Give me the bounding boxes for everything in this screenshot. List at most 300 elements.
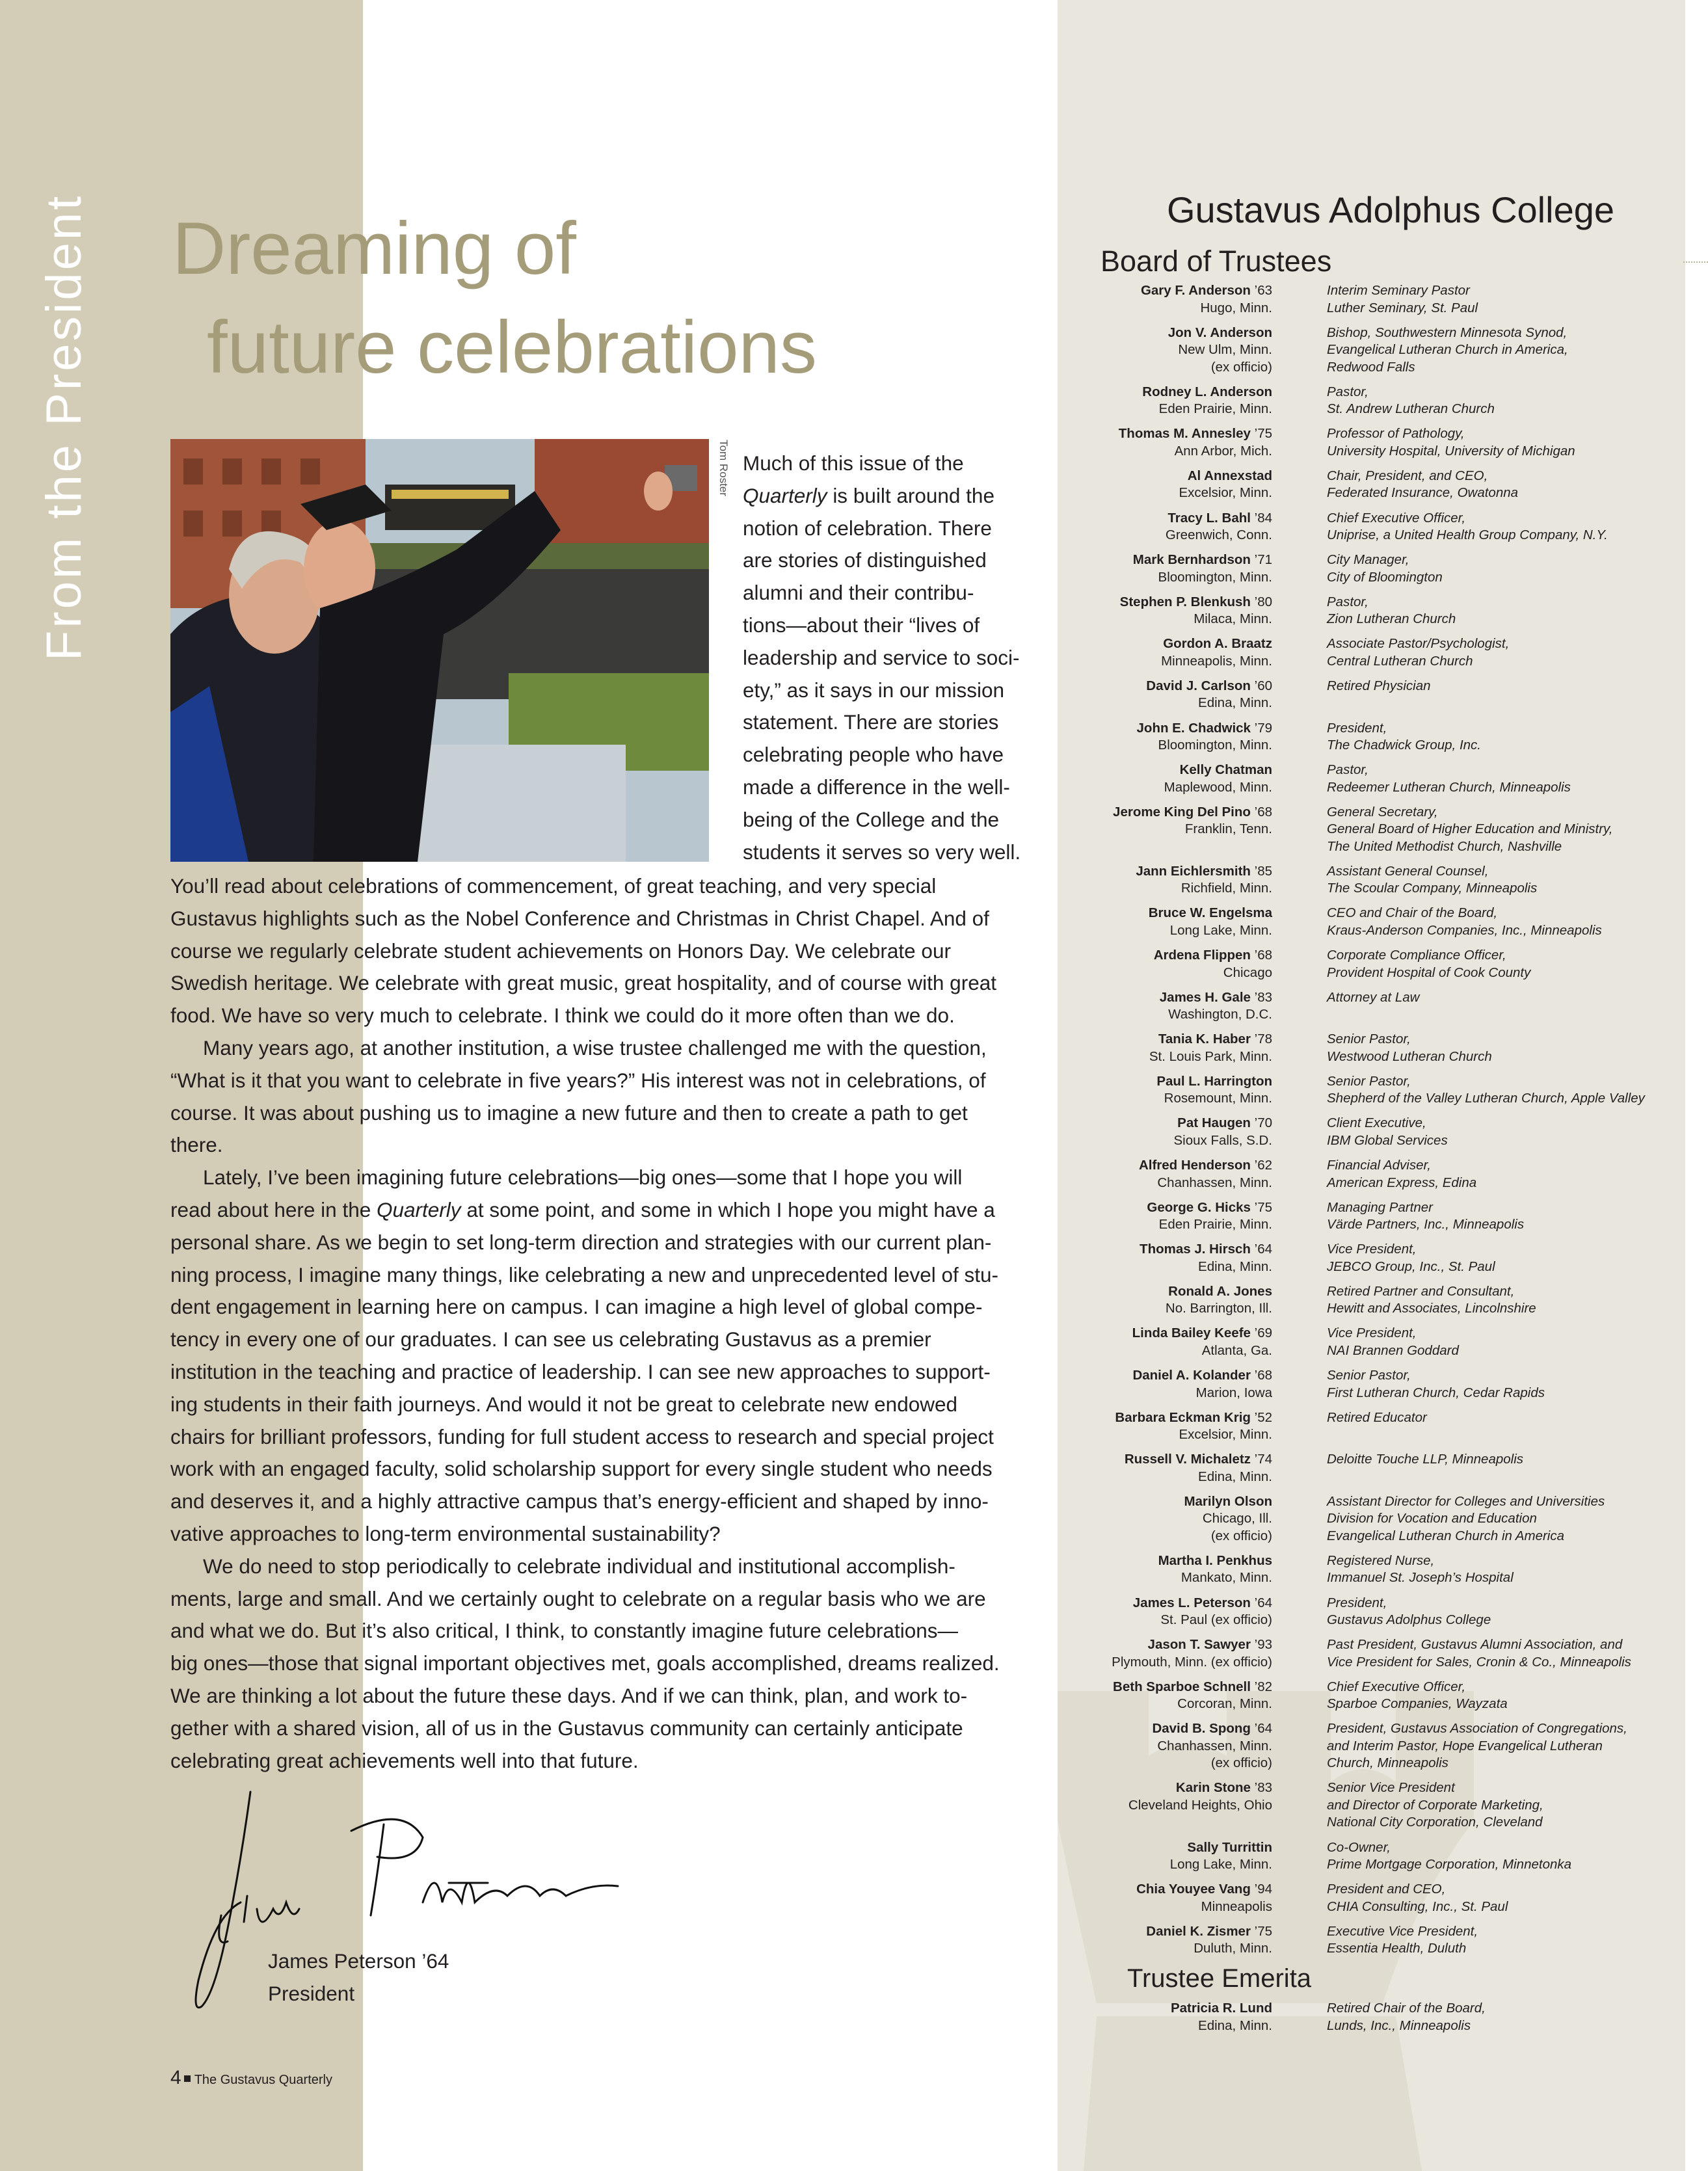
trustee-name-location [1139, 1157, 1272, 1192]
trustee-description-line: Chief Executive Officer, [1327, 1679, 1466, 1694]
trustee-description [1327, 1073, 1645, 1108]
intro-line: notion of celebration. There [743, 516, 992, 540]
intro-line: tions—about their “lives of [743, 613, 980, 637]
letter-body [170, 870, 1029, 1777]
trustee-name: Sally Turrittin [1187, 1839, 1272, 1855]
body-line: and deserves it, and a highly attractive campus that’s energy-efficient and shaped by inno- [170, 1489, 989, 1513]
class-year: ’93 [1250, 1637, 1272, 1653]
class-year: ’79 [1250, 720, 1272, 736]
trustee-name: James L. Peterson ’64 [1132, 1595, 1272, 1610]
intro-line: being of the College and the [743, 807, 1000, 831]
trustee-description [1327, 1493, 1605, 1545]
trustee-location: New Ulm, Minn. [1178, 342, 1272, 358]
body-line: ing students in their faith journeys. And would it not be great to celebrate new endowed [170, 1392, 958, 1416]
trustee-name-location [1166, 510, 1272, 544]
trustee-description [1327, 1923, 1478, 1958]
trustee-description [1327, 510, 1608, 544]
trustee-description-line: Corporate Compliance Officer, [1327, 948, 1506, 963]
trustee-description-line: Senior Vice President [1327, 1780, 1455, 1796]
trustee-description [1327, 1031, 1492, 1065]
trustee-description [1327, 1283, 1536, 1318]
trustee-description-line: Professor of Pathology, [1327, 426, 1465, 442]
trustee-location: Ann Arbor, Mich. [1174, 443, 1272, 459]
body-line: gether with a shared vision, all of us in the Gustavus community can certainly anticipate [170, 1716, 963, 1740]
trustee-location: (ex officio) [1210, 1528, 1272, 1543]
trustee-description [1327, 325, 1568, 377]
trustee-description-line: Client Executive, [1327, 1115, 1426, 1131]
intro-line: Much of this issue of the [743, 451, 964, 475]
trustee-description-line: Evangelical Lutheran Church in America [1327, 1528, 1565, 1543]
trustee-name-location [1146, 678, 1272, 712]
trustee-description-line: Executive Vice President, [1327, 1923, 1478, 1939]
bullet-square-icon [184, 2075, 191, 2082]
trustee-name-location [1113, 1679, 1272, 1713]
trustee-name: Thomas J. Hirsch ’64 [1140, 1242, 1272, 1257]
trustee-description-line: Immanuel St. Joseph’s Hospital [1327, 1570, 1514, 1586]
body-line: course we regularly celebrate student achievements on Honors Day. We celebrate our [170, 939, 951, 963]
trustee-name: Gordon A. Braatz [1163, 636, 1272, 652]
trustee-description-line: Redeemer Lutheran Church, Minneapolis [1327, 779, 1571, 795]
trustee-name: Stephen P. Blenkush ’80 [1119, 594, 1272, 609]
trustee-name-location [1142, 384, 1272, 418]
class-year: ’68 [1250, 948, 1272, 963]
class-year: ’94 [1250, 1882, 1272, 1897]
trustee-name-location [1184, 1493, 1272, 1545]
trustee-location: St. Paul (ex officio) [1160, 1612, 1272, 1627]
trustee-location: Bloomington, Minn. [1158, 738, 1272, 753]
trustee-name-location [1146, 1923, 1272, 1958]
trustee-description-line: Vice President for Sales, Cronin & Co., Minneapolis [1327, 1654, 1631, 1670]
trustee-description [1327, 1881, 1508, 1915]
trustee-description [1327, 1241, 1495, 1275]
trustee-name-location [1166, 1283, 1272, 1318]
trustee-description [1327, 1367, 1545, 1402]
trustee-description [1327, 468, 1518, 502]
trustee-description-line: Chair, President, and CEO, [1327, 468, 1488, 483]
class-year: ’75 [1250, 1923, 1272, 1939]
trustee-location: Mankato, Minn. [1181, 1570, 1272, 1586]
trustee-location: Minneapolis [1201, 1898, 1272, 1914]
class-year: ’85 [1250, 863, 1272, 879]
trustee-name: Marilyn Olson [1184, 1493, 1272, 1509]
trustee-location: Greenwich, Conn. [1165, 527, 1272, 542]
trustee-name: Daniel K. Zismer ’75 [1146, 1923, 1272, 1939]
trustee-location: Franklin, Tenn. [1184, 821, 1272, 837]
trustee-description [1327, 1115, 1448, 1149]
quarterly-title: Quarterly [743, 483, 827, 507]
trustee-description-line: Uniprise, a United Health Group Company, N.Y. [1327, 527, 1608, 542]
body-line: Gustavus highlights such as the Nobel Conference and Christmas in Christ Chapel. And of [170, 906, 989, 930]
trustee-name-location [1158, 1552, 1272, 1587]
trustee-name-location [1171, 2000, 1272, 2034]
trustee-description-line: Church, Minneapolis [1327, 1755, 1448, 1771]
trustee-name-location [1133, 552, 1272, 586]
trustee-location: Rosemount, Minn. [1164, 1091, 1272, 1106]
intro-line: statement. There are stories [743, 710, 999, 734]
trustee-description [1327, 1552, 1514, 1587]
trustee-name-location [1147, 1199, 1272, 1234]
body-line: Many years ago, at another institution, a wise trustee challenged me with the question, [203, 1035, 987, 1059]
trustee-description [1327, 1679, 1508, 1713]
trustee-description-line: University Hospital, University of Michigan [1327, 443, 1575, 459]
signature-block [268, 1945, 449, 2010]
trustee-name: James H. Gale ’83 [1159, 989, 1272, 1005]
trustee-location: Cleveland Heights, Ohio [1128, 1797, 1272, 1813]
trustee-name: Paul L. Harrington [1156, 1073, 1272, 1089]
trustee-name: Pat Haugen ’70 [1177, 1115, 1272, 1131]
trustee-description-line: Zion Lutheran Church [1327, 611, 1456, 627]
publication-name: The Gustavus Quarterly [194, 2073, 332, 2087]
trustee-name-location [1149, 905, 1272, 939]
trustee-description [1327, 720, 1481, 754]
trustee-name: Patricia R. Lund [1170, 2001, 1272, 2016]
trustee-description-line: Essentia Health, Duluth [1327, 1941, 1467, 1956]
trustee-location: Washington, D.C. [1168, 1007, 1272, 1022]
trustee-name: Beth Sparboe Schnell ’82 [1113, 1679, 1272, 1694]
trustee-description-line: Redwood Falls [1327, 359, 1415, 375]
trustee-description-line: President and CEO, [1327, 1882, 1446, 1897]
trustee-name: George G. Hicks ’75 [1147, 1199, 1272, 1215]
trustee-name-location [1173, 1115, 1272, 1149]
trustee-name-location [1113, 804, 1272, 838]
class-year: ’68 [1250, 1368, 1272, 1383]
trustee-name: Alfred Henderson ’62 [1138, 1158, 1272, 1173]
trustee-location: (ex officio) [1210, 1755, 1272, 1771]
class-year: ’71 [1250, 552, 1272, 568]
trustee-name: Daniel A. Kolander ’68 [1132, 1368, 1272, 1383]
trustee-location: Edina, Minn. [1198, 1469, 1272, 1484]
class-year: ’60 [1250, 678, 1272, 693]
class-year: ’83 [1250, 1780, 1272, 1796]
headline-line-1: Dreaming of [172, 207, 576, 290]
body-line: We are thinking a lot about the future these days. And if we can think, plan, and work to- [170, 1683, 968, 1707]
trustee-name: Linda Bailey Keefe ’69 [1132, 1325, 1272, 1341]
trustee-description-line: JEBCO Group, Inc., St. Paul [1327, 1259, 1495, 1274]
trustee-description [1327, 282, 1478, 317]
trustee-name-location [1156, 1073, 1272, 1108]
class-year: ’68 [1250, 804, 1272, 819]
trustee-name: Russell V. Michaletz ’74 [1124, 1452, 1272, 1467]
trustee-description-line: Westwood Lutheran Church [1327, 1048, 1492, 1064]
trustee-description-line: President, [1327, 720, 1387, 736]
trustee-name: Jann Eichlersmith ’85 [1136, 863, 1272, 879]
trustee-name-location [1140, 1241, 1272, 1275]
intro-line: alumni and their contribu- [743, 581, 974, 605]
class-year: ’64 [1250, 1721, 1272, 1737]
trustee-name: Thomas M. Annesley ’75 [1118, 426, 1272, 442]
trustee-description-line: General Board of Higher Education and Ministry, [1327, 821, 1613, 837]
signer-name: James Peterson ’64 [268, 1949, 449, 1973]
trustee-name-location [1152, 1720, 1272, 1772]
trustee-description [1327, 635, 1509, 670]
trustee-name: Kelly Chatman [1179, 762, 1272, 778]
class-year: ’75 [1250, 426, 1272, 442]
body-line: We do need to stop periodically to celebrate individual and institutional accomplish- [203, 1554, 955, 1578]
trustee-name-location [1141, 282, 1272, 317]
trustee-description-line: Retired Educator [1327, 1409, 1427, 1425]
trustee-description-line: Provident Hospital of Cook County [1327, 965, 1531, 980]
intro-paragraph [743, 447, 1029, 868]
trustee-name-location [1179, 468, 1272, 502]
body-line: personal share. As we begin to set long-term direction and strategies with our current plan- [170, 1230, 992, 1254]
trustee-name-location [1136, 1881, 1272, 1915]
trustee-description-line: National City Corporation, Cleveland [1327, 1815, 1543, 1830]
class-year: ’64 [1250, 1242, 1272, 1257]
trustee-description-line: Attorney at Law [1327, 989, 1420, 1005]
intro-line: made a difference in the well- [743, 775, 1010, 799]
trustee-location: Edina, Minn. [1198, 1259, 1272, 1274]
class-year: ’69 [1250, 1325, 1272, 1341]
trustee-description [1327, 384, 1495, 418]
trustee-location: Hugo, Minn. [1200, 300, 1272, 315]
trustee-location: Chicago, Ill. [1202, 1511, 1272, 1526]
class-year: ’64 [1250, 1595, 1272, 1610]
trustee-location: Bloomington, Minn. [1158, 569, 1272, 585]
trustee-description-line: Registered Nurse, [1327, 1552, 1435, 1568]
trustee-description-line: Sparboe Companies, Wayzata [1327, 1696, 1508, 1712]
trustee-description-line: Lunds, Inc., Minneapolis [1327, 2018, 1471, 2033]
body-line: ning process, I imagine many things, like celebrating a new and unprecedented level of stu- [170, 1262, 998, 1286]
trustee-description-line: Gustavus Adolphus College [1327, 1612, 1491, 1627]
trustee-location: Eden Prairie, Minn. [1158, 401, 1272, 417]
trustee-name: Jason T. Sawyer ’93 [1147, 1637, 1272, 1653]
trustee-name: John E. Chadwick ’79 [1136, 720, 1272, 736]
headline-line-2: future celebrations [207, 306, 817, 389]
class-year: ’84 [1250, 510, 1272, 526]
signer-title: President [268, 1982, 355, 2005]
trustee-name: Gary F. Anderson ’63 [1140, 283, 1272, 298]
trustee-description [1327, 678, 1431, 695]
trustee-description [1327, 905, 1602, 939]
trustee-description-line: Kraus-Anderson Companies, Inc., Minneapolis [1327, 922, 1602, 938]
trustee-description-line: Federated Insurance, Owatonna [1327, 485, 1519, 501]
body-line: read about here in the Quarterly at some point, and some in which I hope you might have a [170, 1197, 995, 1221]
trustee-description-line: The Chadwick Group, Inc. [1327, 738, 1481, 753]
trustee-description [1327, 1199, 1524, 1234]
intro-line: students it serves so very well. [743, 840, 1021, 864]
trustee-description-line: Hewitt and Associates, Lincolnshire [1327, 1301, 1536, 1316]
class-year: ’62 [1250, 1158, 1272, 1173]
body-line: there. [170, 1133, 223, 1157]
trustee-description-line: IBM Global Services [1327, 1132, 1448, 1148]
body-line: Swedish heritage. We celebrate with great music, great hospitality, and of course with great [170, 971, 996, 995]
trustee-description [1327, 594, 1456, 628]
trustee-location: Chanhassen, Minn. [1157, 1738, 1272, 1753]
trustee-description-line: Associate Pastor/Psychologist, [1327, 636, 1510, 652]
trustee-description-line: Shepherd of the Valley Lutheran Church, Apple Valley [1327, 1091, 1645, 1106]
body-line: vative approaches to long-term environmental sustainability? [170, 1521, 721, 1545]
page-number: 4 [170, 2067, 181, 2088]
trustee-name: Mark Bernhardson ’71 [1132, 552, 1272, 568]
trustee-name-location [1133, 1595, 1272, 1629]
trustee-description [1327, 863, 1537, 898]
trustee-location: Duluth, Minn. [1194, 1941, 1272, 1956]
body-line: chairs for brilliant professors, funding for full student access to research and special project [170, 1424, 994, 1448]
intro-line: are stories of distinguished [743, 548, 987, 572]
trustee-description-line: The Scoular Company, Minneapolis [1327, 881, 1538, 896]
trustee-description-line: Evangelical Lutheran Church in America, [1327, 342, 1568, 358]
trustee-description-line: Pastor, [1327, 384, 1368, 399]
trustee-location: Plymouth, Minn. (ex officio) [1112, 1654, 1272, 1670]
trustee-description-line: and Interim Pastor, Hope Evangelical Lutheran [1327, 1738, 1603, 1753]
trustee-location: Edina, Minn. [1198, 695, 1272, 711]
intro-line: ety,” as it says in our mission [743, 678, 1005, 702]
trustee-description [1327, 989, 1419, 1007]
body-line: ments, large and small. And we certainly ought to celebrate on a regular basis who we are [170, 1586, 986, 1610]
trustee-name-location [1164, 762, 1272, 796]
trustee-description [1327, 425, 1575, 460]
trustee-name-location [1154, 947, 1272, 981]
trustee-description-line: and Director of Corporate Marketing, [1327, 1797, 1543, 1813]
dotted-rule [1683, 261, 1708, 263]
trustee-location: No. Barrington, Ill. [1165, 1301, 1272, 1316]
section-label: From the President [36, 193, 92, 661]
trustee-location: Eden Prairie, Minn. [1158, 1217, 1272, 1232]
trustee-name-location [1128, 1779, 1272, 1814]
trustee-name-location [1132, 1325, 1272, 1359]
body-line: “What is it that you want to celebrate in five years?” His interest was not in celebrations, of [170, 1068, 986, 1092]
trustee-description [1327, 1409, 1427, 1427]
page-footer [170, 2065, 332, 2093]
body-line: tency in every one of our graduates. I can see us celebrating Gustavus as a premier [170, 1327, 931, 1352]
body-line: institution in the teaching and practice of leadership. I can see new approaches to support- [170, 1359, 991, 1383]
body-line: dent engagement in learning here on campus. I can imagine a high level of global compe- [170, 1295, 983, 1319]
trustee-description-line: CHIA Consulting, Inc., St. Paul [1327, 1898, 1508, 1914]
class-year: ’52 [1250, 1409, 1272, 1425]
trustee-description-line: CEO and Chair of the Board, [1327, 905, 1498, 921]
trustee-name-location [1136, 863, 1272, 898]
trustee-name: Martha I. Penkhus [1158, 1552, 1272, 1568]
trustee-description-line: Bishop, Southwestern Minnesota Synod, [1327, 325, 1568, 340]
body-line: You’ll read about celebrations of commencement, of great teaching, and very special [170, 874, 937, 898]
trustee-location: Chanhassen, Minn. [1157, 1175, 1272, 1190]
trustee-description-line: Deloitte Touche LLP, Minneapolis [1327, 1452, 1524, 1467]
trustee-description-line: Central Lutheran Church [1327, 653, 1473, 669]
trustee-name-location [1161, 635, 1272, 670]
trustee-description-line: Pastor, [1327, 594, 1368, 609]
trustee-name-location [1132, 1367, 1272, 1402]
quarterly-title: Quarterly [377, 1197, 461, 1221]
trustee-description-line: Managing Partner [1327, 1199, 1433, 1215]
trustee-description [1327, 804, 1612, 856]
college-name: Gustavus Adolphus College [1167, 189, 1614, 230]
trustee-name: David J. Carlson ’60 [1146, 678, 1272, 693]
trustee-name: Tania K. Haber ’78 [1158, 1032, 1272, 1047]
trustee-name: Chia Youyee Vang ’94 [1136, 1882, 1272, 1897]
trustee-description [1327, 1779, 1543, 1831]
class-year: ’74 [1250, 1452, 1272, 1467]
trustee-description [1327, 1325, 1459, 1359]
photo-credit: Tom Roster [717, 440, 730, 496]
trustee-description-line: President, [1327, 1595, 1387, 1610]
class-year: ’70 [1250, 1115, 1272, 1131]
trustee-description-line: Prime Mortgage Corporation, Minnetonka [1327, 1857, 1572, 1872]
trustee-description [1327, 552, 1443, 586]
trustee-location: Sioux Falls, S.D. [1173, 1132, 1272, 1148]
trustee-description-line: Senior Pastor, [1327, 1368, 1411, 1383]
trustee-name-location [1160, 989, 1272, 1024]
trustee-name: Karin Stone ’83 [1175, 1780, 1272, 1796]
trustee-description-line: Division for Vocation and Education [1327, 1511, 1537, 1526]
class-year: ’80 [1250, 594, 1272, 609]
trustee-location: Edina, Minn. [1198, 2018, 1272, 2033]
trustee-description-line: American Express, Edina [1327, 1175, 1477, 1190]
trustee-description-line: Vice President, [1327, 1325, 1417, 1341]
trustee-location: Richfield, Minn. [1181, 881, 1272, 896]
body-line: food. We have so very much to celebrate. I think we could do it more often than we do. [170, 1004, 955, 1028]
trustee-location: Minneapolis, Minn. [1161, 653, 1272, 669]
trustee-name-location [1149, 1031, 1272, 1065]
trustee-name: Jerome King Del Pino ’68 [1113, 804, 1272, 819]
trustee-name: Ardena Flippen ’68 [1153, 948, 1272, 963]
class-year: ’83 [1250, 989, 1272, 1005]
class-year: ’82 [1250, 1679, 1272, 1694]
trustee-name: Barbara Eckman Krig ’52 [1115, 1409, 1272, 1425]
trustee-name-location [1168, 325, 1272, 377]
trustee-name-location [1119, 425, 1272, 460]
trustee-name: Ronald A. Jones [1168, 1283, 1272, 1299]
trustee-description-line: Past President, Gustavus Alumni Association, and [1327, 1637, 1623, 1653]
trustee-name: Rodney L. Anderson [1142, 384, 1272, 399]
trustee-description [1327, 1839, 1571, 1874]
body-line: big ones—those that signal important objectives met, goals accomplished, dreams realized. [170, 1651, 1000, 1675]
trustee-description-line: Chief Executive Officer, [1327, 510, 1466, 526]
trustee-location: Excelsior, Minn. [1179, 1427, 1272, 1443]
trustee-name-location [1120, 594, 1272, 628]
trustee-description-line: Retired Physician [1327, 678, 1431, 693]
trustee-location: Atlanta, Ga. [1201, 1342, 1272, 1358]
trustee-name: Al Annexstad [1187, 468, 1272, 483]
intro-line: celebrating people who have [743, 743, 1004, 767]
trustee-location: Chicago [1223, 965, 1272, 980]
intro-line: leadership and service to soci- [743, 645, 1020, 669]
trustee-description [1327, 1595, 1491, 1629]
trustee-location: Corcoran, Minn. [1177, 1696, 1272, 1712]
trustee-description-line: City Manager, [1327, 552, 1409, 568]
class-year: ’75 [1250, 1199, 1272, 1215]
trustee-description [1327, 1720, 1627, 1772]
intro-line: Quarterly is built around the [743, 483, 994, 507]
trustee-description-line: Luther Seminary, St. Paul [1327, 300, 1478, 315]
trustee-description-line: City of Bloomington [1327, 569, 1443, 585]
trustee-description-line: Financial Adviser, [1327, 1158, 1431, 1173]
class-year: ’63 [1250, 283, 1272, 298]
trustee-description [1327, 947, 1530, 981]
trustee-description-line: Retired Partner and Consultant, [1327, 1283, 1515, 1299]
trustee-name-location [1112, 1636, 1272, 1671]
trustee-location: Long Lake, Minn. [1169, 922, 1272, 938]
trustee-description [1327, 2000, 1486, 2034]
trustee-description-line: Senior Pastor, [1327, 1073, 1411, 1089]
trustee-description-line: First Lutheran Church, Cedar Rapids [1327, 1385, 1545, 1400]
trustee-location: (ex officio) [1210, 359, 1272, 375]
trustee-location: Long Lake, Minn. [1169, 1857, 1272, 1872]
board-heading: Board of Trustees [1101, 245, 1332, 278]
trustee-name: Tracy L. Bahl ’84 [1168, 510, 1272, 526]
trustee-description-line: The United Methodist Church, Nashville [1327, 838, 1562, 854]
trustee-description-line: Senior Pastor, [1327, 1032, 1411, 1047]
trustee-description-line: Värde Partners, Inc., Minneapolis [1327, 1217, 1525, 1232]
trustee-location: St. Louis Park, Minn. [1149, 1048, 1272, 1064]
trustee-name: Bruce W. Engelsma [1148, 905, 1272, 921]
trustee-description-line: Vice President, [1327, 1242, 1417, 1257]
commencement-photo [170, 439, 709, 862]
trustee-description [1327, 1636, 1631, 1671]
trustee-description-line: General Secretary, [1327, 804, 1438, 819]
emerita-heading: Trustee Emerita [1127, 1964, 1312, 1993]
trustee-name-location [1137, 720, 1272, 754]
trustee-location: Excelsior, Minn. [1179, 485, 1272, 501]
